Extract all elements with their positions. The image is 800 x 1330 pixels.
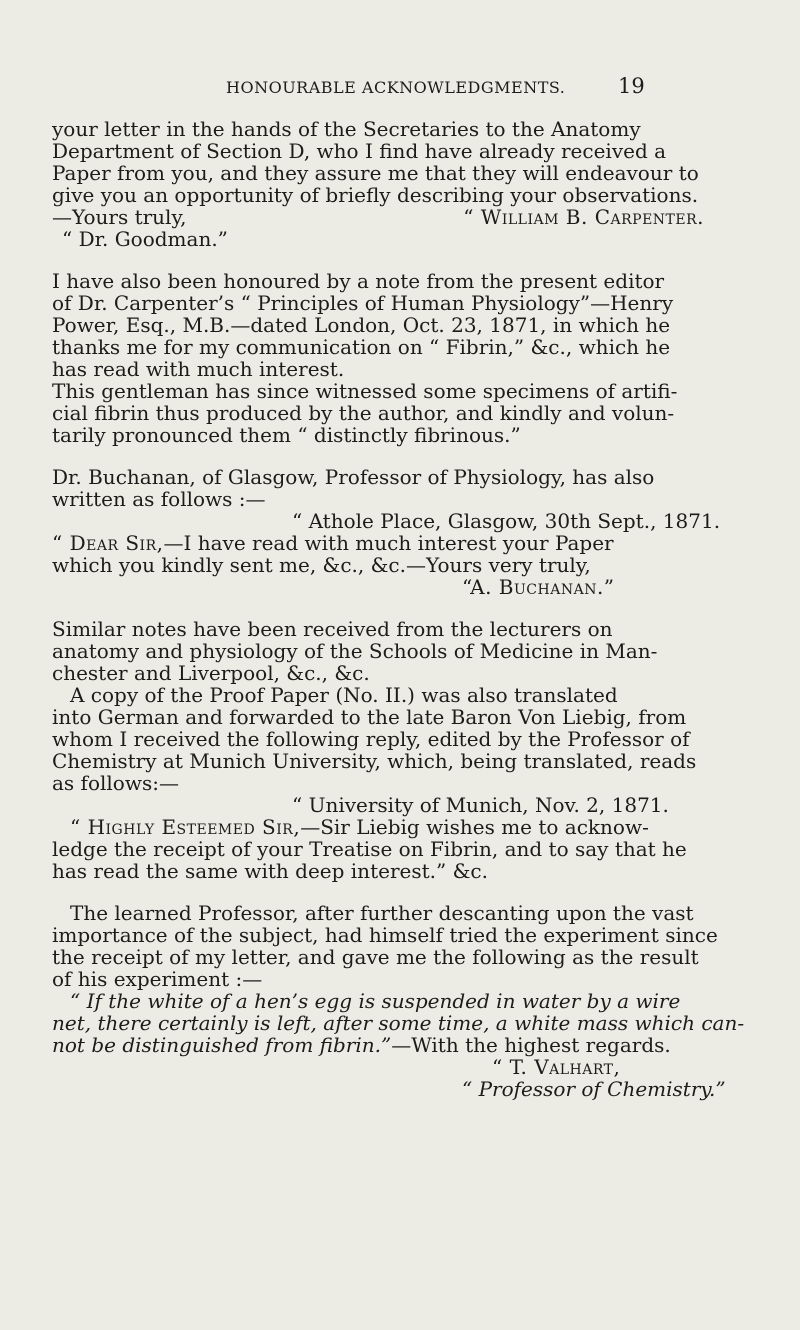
place-date-line: “ University of Munich, Nov. 2, 1871. bbox=[292, 793, 669, 817]
letter-line: has read the same with deep interest.” &c. bbox=[52, 859, 488, 883]
text-line: The learned Professor, after further descanting upon the vast bbox=[70, 901, 694, 925]
letter-line bbox=[52, 532, 742, 554]
signature-title: “ Professor of Chemistry.” bbox=[462, 1077, 726, 1101]
quoted-result-line bbox=[52, 1034, 742, 1056]
letter-text: —I have read with much interest your Paper bbox=[163, 531, 614, 555]
text-line: cial fibrin thus produced by the author, and kindly and volun- bbox=[52, 401, 675, 425]
text-line: give you an opportunity of briefly describing your observations. bbox=[52, 183, 699, 207]
text-line: This gentleman has since witnessed some specimens of artifi- bbox=[52, 379, 678, 403]
text-line: A copy of the Proof Paper (No. II.) was also translated bbox=[70, 683, 618, 707]
paragraph-gap bbox=[52, 598, 742, 618]
signature-carpenter: “ William B. Carpenter. bbox=[463, 205, 704, 229]
running-head bbox=[0, 74, 800, 104]
paragraph-power-note bbox=[52, 270, 742, 446]
signature-row bbox=[52, 206, 742, 228]
paragraph-buchanan bbox=[52, 466, 742, 598]
text-line: your letter in the hands of the Secretaries to the Anatomy bbox=[52, 117, 641, 141]
salutation: “ Highly Esteemed Sir, bbox=[70, 815, 301, 839]
text-line: chester and Liverpool, &c., &c. bbox=[52, 661, 370, 685]
closing-regards: —With the highest regards. bbox=[391, 1033, 671, 1057]
text-line: Department of Section D, who I find have already received a bbox=[52, 139, 667, 163]
page-number: 19 bbox=[618, 74, 645, 98]
signature-valhart: “ T. Valhart, bbox=[492, 1055, 621, 1079]
text-line: into German and forwarded to the late Baron Von Liebig, from bbox=[52, 705, 687, 729]
page-content bbox=[52, 117, 745, 1101]
paragraph-gap bbox=[52, 250, 742, 270]
text-line: written as follows :— bbox=[52, 487, 266, 511]
text-line: Dr. Buchanan, of Glasgow, Professor of Physiology, has also bbox=[52, 465, 655, 489]
running-title: HONOURABLE ACKNOWLEDGMENTS. bbox=[226, 78, 566, 97]
letter-line: which you kindly sent me, &c., &c.—Yours very truly, bbox=[52, 553, 591, 577]
letter-line bbox=[52, 816, 742, 838]
text-line: of Dr. Carpenter’s “ Principles of Human Physiology”—Henry bbox=[52, 291, 674, 315]
text-line: tarily pronounced them “ distinctly fibrinous.” bbox=[52, 423, 521, 447]
quoted-result-line: net, there certainly is left, after some time, a white mass which can- bbox=[52, 1011, 745, 1035]
paragraph-professor bbox=[52, 901, 745, 1101]
text-line: Chemistry at Munich University, which, being translated, reads bbox=[52, 749, 697, 773]
text-line: I have also been honoured by a note from the present editor bbox=[52, 269, 665, 293]
text-line: importance of the subject, had himself tried the experiment since bbox=[52, 923, 718, 947]
text-line: of his experiment :— bbox=[52, 967, 263, 991]
place-date-line: “ Athole Place, Glasgow, 30th Sept., 1871. bbox=[292, 509, 721, 533]
paragraph-gap bbox=[52, 882, 742, 902]
text-line: has read with much interest. bbox=[52, 357, 345, 381]
text-line: Similar notes have been received from the lecturers on bbox=[52, 617, 613, 641]
letter-text: —Sir Liebig wishes me to acknow- bbox=[300, 815, 649, 839]
addressee: “ Dr. Goodman.” bbox=[62, 227, 228, 251]
text-line: as follows:— bbox=[52, 771, 179, 795]
paragraph-similar-notes bbox=[52, 618, 742, 882]
salutation: “ Dear Sir, bbox=[52, 531, 164, 555]
text-line: anatomy and physiology of the Schools of Medicine in Man- bbox=[52, 639, 658, 663]
signature-buchanan: “A. Buchanan.” bbox=[462, 575, 615, 599]
letter-line: ledge the receipt of your Treatise on Fibrin, and to say that he bbox=[52, 837, 687, 861]
closing-text: —Yours truly, bbox=[52, 205, 187, 229]
text-line: whom I received the following reply, edited by the Professor of bbox=[52, 727, 690, 751]
text-line: the receipt of my letter, and gave me the following as the result bbox=[52, 945, 699, 969]
text-line: Paper from you, and they assure me that they will endeavour to bbox=[52, 161, 699, 185]
quoted-result-end: not be distinguished from fibrin.” bbox=[52, 1033, 392, 1057]
quoted-result-line: “ If the white of a hen’s egg is suspended in water by a wire bbox=[70, 989, 681, 1013]
text-line: Power, Esq., M.B.—dated London, Oct. 23, 1871, in which he bbox=[52, 313, 671, 337]
text-line: thanks me for my communication on “ Fibrin,” &c., which he bbox=[52, 335, 671, 359]
paragraph-gap bbox=[52, 446, 742, 466]
paragraph-carpenter-letter bbox=[52, 118, 742, 250]
